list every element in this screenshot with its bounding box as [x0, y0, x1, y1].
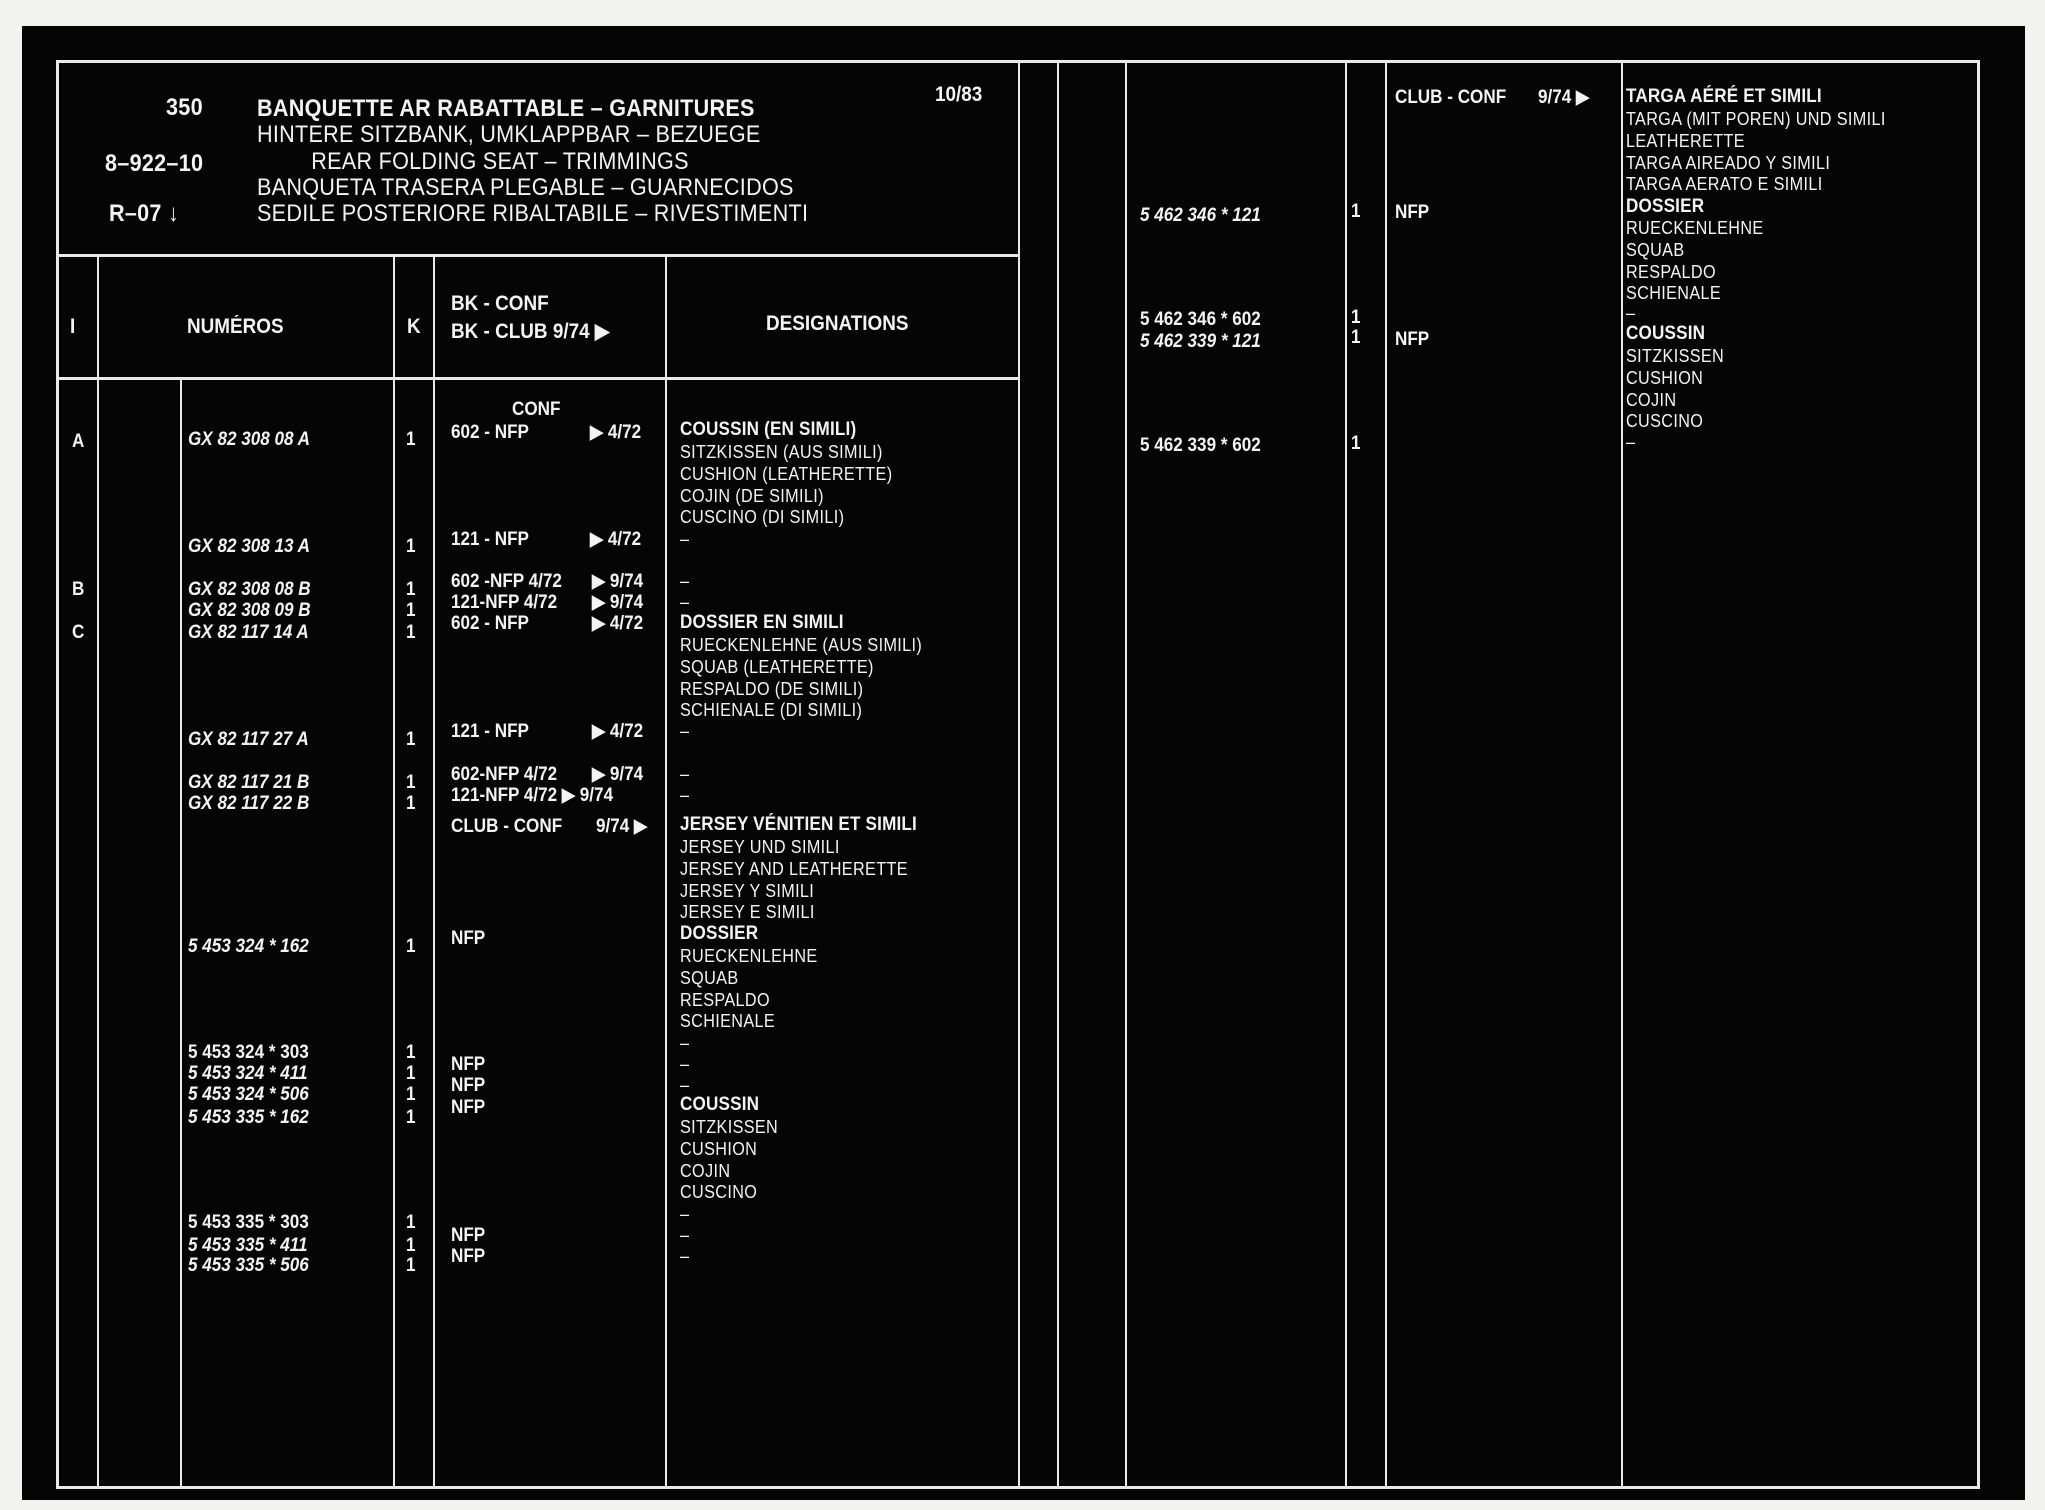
outer-border-right — [1977, 60, 1980, 1489]
configuration: 121-NFP 4/72 ▶ 9/74 — [451, 785, 614, 806]
column-header-divider — [56, 377, 1020, 380]
designation: COJIN (DE SIMILI) — [680, 486, 824, 506]
configuration: NFP — [451, 928, 486, 949]
designation: CUSCINO — [1626, 411, 1704, 431]
column-header-numbers: NUMÉROS — [187, 315, 284, 338]
configuration: NFP — [451, 1054, 486, 1075]
row-letter: C — [72, 622, 85, 643]
quantity: 1 — [406, 1212, 416, 1233]
designation: SQUAB — [680, 968, 739, 988]
row-letter: A — [72, 431, 85, 452]
designation: – — [680, 1204, 690, 1224]
part-number: 5 453 324 * 162 — [188, 936, 309, 957]
designation: JERSEY AND LEATHERETTE — [680, 859, 908, 879]
configuration: NFP — [1395, 329, 1430, 350]
configuration: 602 -NFP 4/72 — [451, 571, 562, 592]
quantity: 1 — [406, 1042, 416, 1063]
col-line-designations — [665, 254, 667, 1489]
quantity: 1 — [1351, 307, 1361, 328]
designation: RESPALDO — [680, 990, 770, 1010]
title-en: REAR FOLDING SEAT – TRIMMINGS — [311, 148, 689, 175]
designation: SITZKISSEN — [680, 1117, 779, 1137]
quantity: 1 — [406, 1063, 416, 1084]
part-number: 5 453 335 * 303 — [188, 1212, 309, 1233]
title-es: BANQUETA TRASERA PLEGABLE – GUARNECIDOS — [257, 174, 794, 201]
configuration: ▶ 4/72 — [590, 529, 642, 550]
designation: RESPALDO (DE SIMILI) — [680, 679, 864, 699]
configuration: 9/74 ▶ — [596, 816, 648, 837]
quantity: 1 — [406, 729, 416, 750]
quantity: 1 — [1351, 201, 1361, 222]
designation: LEATHERETTE — [1626, 131, 1745, 151]
configuration: ▶ 9/74 — [592, 592, 644, 613]
designation: – — [680, 592, 690, 612]
designation: DOSSIER — [1626, 196, 1705, 217]
configuration: ▶ 4/72 — [592, 721, 644, 742]
designation: – — [1626, 432, 1636, 452]
designation: – — [680, 764, 690, 784]
header-divider — [56, 254, 1020, 257]
designation: JERSEY VÉNITIEN ET SIMILI — [680, 814, 917, 835]
part-number: GX 82 308 09 B — [188, 600, 311, 621]
designation: COUSSIN — [680, 1094, 760, 1115]
quantity: 1 — [406, 1235, 416, 1256]
designation: – — [1626, 303, 1636, 323]
quantity: 1 — [1351, 327, 1361, 348]
designation: CUSHION — [1626, 368, 1704, 388]
designation: – — [680, 1246, 690, 1266]
catalog-code-8922: 8–922–10 — [105, 150, 204, 177]
quantity: 1 — [1351, 433, 1361, 454]
designation: TARGA AIREADO Y SIMILI — [1626, 153, 1831, 173]
row-letter: B — [72, 579, 85, 600]
title-it: SEDILE POSTERIORE RIBALTABILE – RIVESTIMENTI — [257, 200, 809, 227]
part-number: GX 82 117 21 B — [188, 772, 310, 793]
designation: CUSHION (LEATHERETTE) — [680, 464, 893, 484]
quantity: 1 — [406, 600, 416, 621]
designation: – — [680, 1225, 690, 1245]
designation: JERSEY Y SIMILI — [680, 881, 815, 901]
column-header-index: I — [70, 315, 76, 338]
designation: TARGA AÉRÉ ET SIMILI — [1626, 86, 1822, 107]
parts-catalog-sheet — [22, 26, 2025, 1500]
designation: – — [680, 1054, 690, 1074]
configuration: CONF — [512, 399, 561, 420]
quantity: 1 — [406, 536, 416, 557]
configuration: ▶ 4/72 — [592, 613, 644, 634]
part-number: 5 462 339 * 602 — [1140, 435, 1261, 456]
designation: DOSSIER — [680, 923, 759, 944]
configuration: NFP — [451, 1097, 486, 1118]
part-number: 5 453 335 * 411 — [188, 1235, 308, 1256]
designation: COUSSIN — [1626, 323, 1706, 344]
column-header-conf1: BK - CONF — [451, 292, 549, 315]
designation: CUSCINO — [680, 1182, 758, 1202]
configuration: ▶ 4/72 — [590, 422, 642, 443]
part-number: 5 453 324 * 506 — [188, 1084, 309, 1105]
part-number: GX 82 117 27 A — [188, 729, 309, 750]
designation: SITZKISSEN — [1626, 346, 1725, 366]
designation: DOSSIER EN SIMILI — [680, 612, 844, 633]
configuration: 602-NFP 4/72 — [451, 764, 558, 785]
catalog-code-r07: R–07 ↓ — [109, 200, 180, 227]
designation: COJIN — [1626, 390, 1677, 410]
designation: COUSSIN (EN SIMILI) — [680, 419, 857, 440]
title-fr: BANQUETTE AR RABATTABLE – GARNITURES — [257, 95, 755, 122]
part-number: GX 82 117 22 B — [188, 793, 310, 814]
title-de: HINTERE SITZBANK, UMKLAPPBAR – BEZUEGE — [257, 121, 761, 148]
configuration: 121 - NFP — [451, 529, 529, 550]
part-number: GX 82 308 08 B — [188, 579, 311, 600]
designation: CUSCINO (DI SIMILI) — [680, 507, 845, 527]
configuration: ▶ 9/74 — [592, 571, 644, 592]
designation: – — [680, 1075, 690, 1095]
quantity: 1 — [406, 772, 416, 793]
col-line-numbers-inner — [180, 380, 182, 1489]
quantity: 1 — [406, 936, 416, 957]
part-number: 5 462 346 * 121 — [1140, 205, 1261, 226]
part-number: 5 453 335 * 506 — [188, 1255, 309, 1276]
outer-border-left — [56, 60, 59, 1489]
designation: TARGA (MIT POREN) UND SIMILI — [1626, 109, 1886, 129]
configuration: 602 - NFP — [451, 613, 529, 634]
col-line-index — [97, 254, 99, 1489]
designation: SQUAB (LEATHERETTE) — [680, 657, 874, 677]
column-header-conf2: BK - CLUB 9/74 ▶ — [451, 320, 610, 343]
designation: SCHIENALE — [680, 1011, 776, 1031]
col-line-k-right — [433, 254, 435, 1489]
designation: JERSEY UND SIMILI — [680, 837, 840, 857]
designation: RUECKENLEHNE (AUS SIMILI) — [680, 635, 923, 655]
configuration: NFP — [1395, 202, 1430, 223]
designation: JERSEY E SIMILI — [680, 902, 815, 922]
configuration: NFP — [451, 1225, 486, 1246]
designation: RUECKENLEHNE — [1626, 218, 1764, 238]
designation: SITZKISSEN (AUS SIMILI) — [680, 442, 883, 462]
col-line-k-left — [393, 254, 395, 1489]
col-line-left-half-end — [1018, 60, 1020, 1489]
designation: – — [680, 1033, 690, 1053]
quantity: 1 — [406, 793, 416, 814]
configuration: CLUB - CONF — [1395, 87, 1507, 108]
configuration: ▶ 9/74 — [592, 764, 644, 785]
configuration: NFP — [451, 1246, 486, 1267]
part-number: 5 462 339 * 121 — [1140, 331, 1261, 352]
designation: – — [680, 529, 690, 549]
designation: TARGA AERATO E SIMILI — [1626, 174, 1823, 194]
revision-date: 10/83 — [935, 83, 983, 106]
quantity: 1 — [406, 429, 416, 450]
configuration: 121-NFP 4/72 — [451, 592, 558, 613]
catalog-code-350: 350 — [166, 94, 203, 121]
designation: RESPALDO — [1626, 262, 1716, 282]
configuration: NFP — [451, 1075, 486, 1096]
quantity: 1 — [406, 1255, 416, 1276]
configuration: 121 - NFP — [451, 721, 529, 742]
configuration: 9/74 ▶ — [1538, 87, 1590, 108]
designation: COJIN — [680, 1161, 731, 1181]
configuration: 602 - NFP — [451, 422, 529, 443]
part-number: GX 82 117 14 A — [188, 622, 309, 643]
part-number: 5 453 324 * 411 — [188, 1063, 308, 1084]
designation: – — [680, 571, 690, 591]
part-number: 5 453 324 * 303 — [188, 1042, 309, 1063]
designation: – — [680, 785, 690, 805]
designation: SCHIENALE (DI SIMILI) — [680, 700, 863, 720]
configuration: CLUB - CONF — [451, 816, 563, 837]
designation: SCHIENALE — [1626, 283, 1722, 303]
part-number: 5 453 335 * 162 — [188, 1107, 309, 1128]
col-line-r1 — [1057, 60, 1059, 1489]
quantity: 1 — [406, 622, 416, 643]
part-number: GX 82 308 08 A — [188, 429, 311, 450]
column-header-designations: DESIGNATIONS — [766, 312, 909, 335]
designation: SQUAB — [1626, 240, 1685, 260]
designation: RUECKENLEHNE — [680, 946, 818, 966]
col-line-r2 — [1125, 60, 1127, 1489]
designation: CUSHION — [680, 1139, 758, 1159]
col-line-r-k-right — [1385, 60, 1387, 1489]
quantity: 1 — [406, 1084, 416, 1105]
part-number: GX 82 308 13 A — [188, 536, 311, 557]
designation: – — [680, 721, 690, 741]
quantity: 1 — [406, 579, 416, 600]
col-line-r-k-left — [1345, 60, 1347, 1489]
column-header-k: K — [407, 315, 421, 338]
quantity: 1 — [406, 1107, 416, 1128]
col-line-r-designations — [1621, 60, 1623, 1489]
part-number: 5 462 346 * 602 — [1140, 309, 1261, 330]
